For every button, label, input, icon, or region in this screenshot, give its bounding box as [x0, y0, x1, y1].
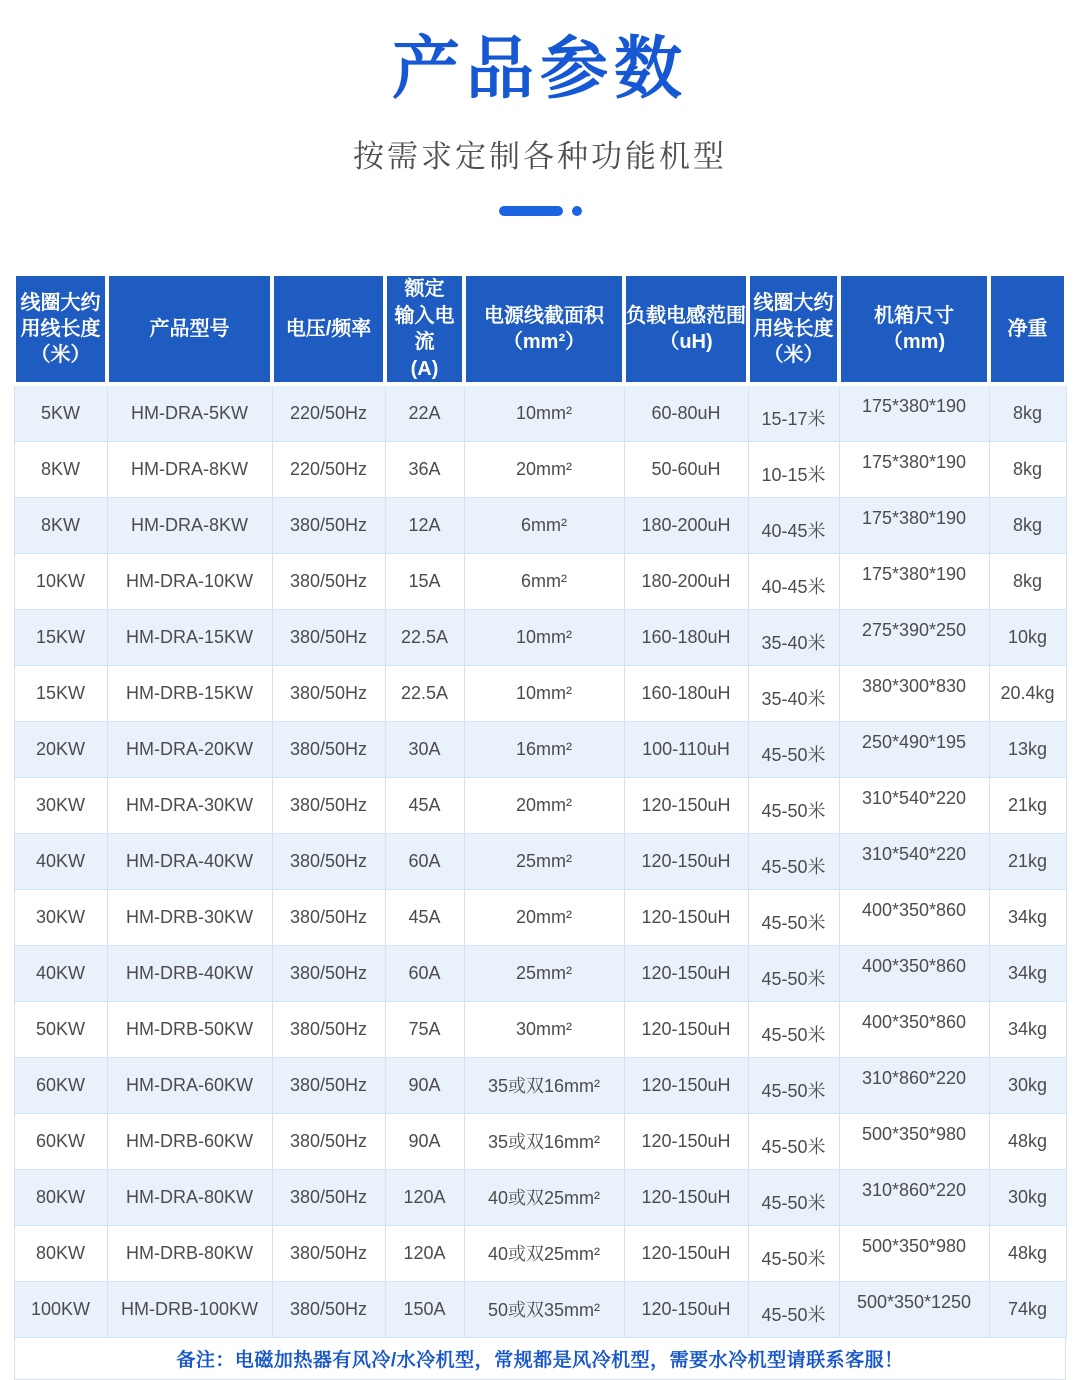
cell-coil-length: 45-50米: [748, 1225, 839, 1281]
cell-coil-length: 45-50米: [748, 833, 839, 889]
column-header-line: 用线长度: [20, 317, 101, 340]
cell-cable-section: 40或双25mm²: [464, 1225, 624, 1281]
table-row: [14, 833, 1066, 889]
cell-model: HM-DRB-40KW: [107, 945, 272, 1001]
table-header-row: [14, 274, 1066, 384]
cell-coil-length: 45-50米: [748, 1113, 839, 1169]
column-header-inductance-range: [624, 274, 748, 384]
column-header-line: 负载电感范围: [626, 304, 746, 327]
cell-model: HM-DRA-15KW: [107, 609, 272, 665]
cell-power: 100KW: [14, 1281, 107, 1337]
column-header-line: 额定: [404, 278, 445, 301]
cell-voltage-frequency: 380/50Hz: [272, 1113, 385, 1169]
cell-voltage-frequency: 380/50Hz: [272, 721, 385, 777]
table-row: [14, 1001, 1066, 1057]
cell-cable-section: 10mm²: [464, 609, 624, 665]
table-row: [14, 1225, 1066, 1281]
table-note: [14, 1337, 1066, 1380]
cell-case-size: 500*350*980: [839, 1113, 989, 1169]
column-header-coil-length: [748, 274, 839, 384]
cell-model: HM-DRB-60KW: [107, 1113, 272, 1169]
column-header-line: 线圈大约: [753, 291, 834, 314]
cell-power: 40KW: [14, 945, 107, 1001]
column-header-rated-current: [385, 274, 464, 384]
cell-inductance-range: 180-200uH: [624, 553, 748, 609]
cell-rated-current: 22.5A: [385, 609, 464, 665]
cell-coil-length: 45-50米: [748, 1281, 839, 1337]
cell-model: HM-DRB-30KW: [107, 889, 272, 945]
cell-rated-current: 12A: [385, 497, 464, 553]
table-row: [14, 777, 1066, 833]
cell-power: 50KW: [14, 1001, 107, 1057]
column-header-line: 线圈大约: [20, 291, 101, 314]
cell-inductance-range: 120-150uH: [624, 1281, 748, 1337]
cell-rated-current: 22A: [385, 384, 464, 442]
cell-cable-section: 25mm²: [464, 945, 624, 1001]
cell-voltage-frequency: 380/50Hz: [272, 777, 385, 833]
cell-inductance-range: 160-180uH: [624, 665, 748, 721]
cell-coil-length: 40-45米: [748, 553, 839, 609]
cell-voltage-frequency: 380/50Hz: [272, 945, 385, 1001]
cell-cable-section: 25mm²: [464, 833, 624, 889]
column-header-case-size: [839, 274, 989, 384]
cell-model: HM-DRB-15KW: [107, 665, 272, 721]
cell-model: HM-DRA-10KW: [107, 553, 272, 609]
cell-cable-section: 40或双25mm²: [464, 1169, 624, 1225]
cell-power: 30KW: [14, 777, 107, 833]
cell-cable-section: 20mm²: [464, 441, 624, 497]
cell-rated-current: 90A: [385, 1057, 464, 1113]
cell-rated-current: 45A: [385, 889, 464, 945]
cell-cable-section: 6mm²: [464, 497, 624, 553]
cell-cable-section: 20mm²: [464, 777, 624, 833]
cell-coil-length: 45-50米: [748, 777, 839, 833]
page-title: 产品参数: [391, 31, 688, 107]
cell-inductance-range: 120-150uH: [624, 1169, 748, 1225]
table-row: [14, 1057, 1066, 1113]
column-header-line: （mm²）: [502, 331, 586, 354]
cell-case-size: 500*350*1250: [839, 1281, 989, 1337]
table-row: [14, 721, 1066, 777]
cell-power: 8KW: [14, 497, 107, 553]
cell-case-size: 310*540*220: [839, 777, 989, 833]
table-row: [14, 553, 1066, 609]
cell-model: HM-DRA-30KW: [107, 777, 272, 833]
title-underline-decoration: [0, 206, 1080, 216]
cell-net-weight: 30kg: [989, 1057, 1066, 1113]
cell-net-weight: 10kg: [989, 609, 1066, 665]
cell-rated-current: 120A: [385, 1169, 464, 1225]
cell-coil-length: 45-50米: [748, 945, 839, 1001]
cell-voltage-frequency: 220/50Hz: [272, 441, 385, 497]
cell-inductance-range: 120-150uH: [624, 1225, 748, 1281]
table-row: [14, 497, 1066, 553]
cell-net-weight: 30kg: [989, 1169, 1066, 1225]
cell-voltage-frequency: 380/50Hz: [272, 889, 385, 945]
cell-case-size: 400*350*860: [839, 945, 989, 1001]
cell-coil-length: 45-50米: [748, 1057, 839, 1113]
cell-rated-current: 45A: [385, 777, 464, 833]
cell-model: HM-DRB-80KW: [107, 1225, 272, 1281]
table-row: [14, 889, 1066, 945]
cell-case-size: 175*380*190: [839, 553, 989, 609]
cell-coil-length: 45-50米: [748, 721, 839, 777]
cell-rated-current: 15A: [385, 553, 464, 609]
cell-power: 10KW: [14, 553, 107, 609]
cell-power: 60KW: [14, 1113, 107, 1169]
cell-net-weight: 20.4kg: [989, 665, 1066, 721]
cell-coil-length: 15-17米: [748, 384, 839, 442]
cell-inductance-range: 120-150uH: [624, 833, 748, 889]
cell-net-weight: 13kg: [989, 721, 1066, 777]
cell-net-weight: 21kg: [989, 777, 1066, 833]
cell-voltage-frequency: 380/50Hz: [272, 609, 385, 665]
cell-case-size: 310*860*220: [839, 1057, 989, 1113]
column-header-power: [14, 274, 107, 384]
cell-net-weight: 8kg: [989, 441, 1066, 497]
section-header: [0, 0, 1080, 216]
column-header-line: 电源线截面积: [484, 304, 604, 327]
table-row: [14, 441, 1066, 497]
cell-rated-current: 30A: [385, 721, 464, 777]
underline-dot: [572, 206, 582, 216]
cell-voltage-frequency: 380/50Hz: [272, 553, 385, 609]
cell-case-size: 500*350*980: [839, 1225, 989, 1281]
table-row: [14, 1169, 1066, 1225]
cell-net-weight: 34kg: [989, 889, 1066, 945]
product-spec-table: [12, 272, 1068, 1338]
cell-case-size: 175*380*190: [839, 497, 989, 553]
cell-inductance-range: 60-80uH: [624, 384, 748, 442]
cell-coil-length: 45-50米: [748, 1001, 839, 1057]
cell-net-weight: 48kg: [989, 1225, 1066, 1281]
table-row: [14, 1281, 1066, 1337]
cell-model: HM-DRB-100KW: [107, 1281, 272, 1337]
cell-cable-section: 10mm²: [464, 665, 624, 721]
table-row: [14, 665, 1066, 721]
cell-cable-section: 20mm²: [464, 889, 624, 945]
cell-power: 15KW: [14, 665, 107, 721]
cell-coil-length: 45-50米: [748, 889, 839, 945]
cell-model: HM-DRA-60KW: [107, 1057, 272, 1113]
cell-model: HM-DRA-20KW: [107, 721, 272, 777]
cell-case-size: 310*540*220: [839, 833, 989, 889]
cell-inductance-range: 120-150uH: [624, 777, 748, 833]
cell-model: HM-DRA-8KW: [107, 497, 272, 553]
column-header-model: [107, 274, 272, 384]
cell-cable-section: 6mm²: [464, 553, 624, 609]
cell-cable-section: 10mm²: [464, 384, 624, 442]
cell-net-weight: 34kg: [989, 945, 1066, 1001]
column-header-line: 机箱尺寸: [874, 304, 954, 327]
cell-net-weight: 74kg: [989, 1281, 1066, 1337]
cell-power: 80KW: [14, 1169, 107, 1225]
cell-voltage-frequency: 380/50Hz: [272, 1001, 385, 1057]
cell-cable-section: 35或双16mm²: [464, 1057, 624, 1113]
cell-cable-section: 16mm²: [464, 721, 624, 777]
cell-case-size: 250*490*195: [839, 721, 989, 777]
cell-net-weight: 8kg: [989, 553, 1066, 609]
cell-voltage-frequency: 380/50Hz: [272, 1281, 385, 1337]
cell-rated-current: 120A: [385, 1225, 464, 1281]
cell-coil-length: 45-50米: [748, 1169, 839, 1225]
cell-rated-current: 150A: [385, 1281, 464, 1337]
cell-inductance-range: 120-150uH: [624, 1057, 748, 1113]
column-header-line: 净重: [1007, 317, 1048, 340]
cell-inductance-range: 160-180uH: [624, 609, 748, 665]
cell-inductance-range: 120-150uH: [624, 1001, 748, 1057]
cell-power: 15KW: [14, 609, 107, 665]
cell-coil-length: 35-40米: [748, 665, 839, 721]
table-note-text: 备注：电磁加热器有风冷/水冷机型，常规都是风冷机型，需要水冷机型请联系客服！: [176, 1349, 904, 1371]
table-row: [14, 384, 1066, 442]
cell-voltage-frequency: 380/50Hz: [272, 1169, 385, 1225]
cell-net-weight: 48kg: [989, 1113, 1066, 1169]
column-header-line: 输入电流: [394, 304, 455, 354]
cell-model: HM-DRB-50KW: [107, 1001, 272, 1057]
column-header-cable-section: [464, 274, 624, 384]
cell-inductance-range: 50-60uH: [624, 441, 748, 497]
cell-cable-section: 30mm²: [464, 1001, 624, 1057]
column-header-net-weight: [989, 274, 1066, 384]
cell-rated-current: 90A: [385, 1113, 464, 1169]
cell-net-weight: 8kg: [989, 497, 1066, 553]
underline-bar: [499, 206, 563, 216]
cell-power: 80KW: [14, 1225, 107, 1281]
column-header-line: （uH): [659, 331, 713, 354]
cell-voltage-frequency: 380/50Hz: [272, 665, 385, 721]
cell-model: HM-DRA-5KW: [107, 384, 272, 442]
column-header-line: （米）: [763, 344, 824, 367]
cell-case-size: 400*350*860: [839, 889, 989, 945]
cell-voltage-frequency: 380/50Hz: [272, 1057, 385, 1113]
cell-inductance-range: 120-150uH: [624, 945, 748, 1001]
cell-voltage-frequency: 380/50Hz: [272, 1225, 385, 1281]
cell-rated-current: 60A: [385, 945, 464, 1001]
cell-power: 5KW: [14, 384, 107, 442]
cell-rated-current: 75A: [385, 1001, 464, 1057]
column-header-line: 用线长度: [753, 317, 834, 340]
page-subtitle: 按需求定制各种功能机型: [353, 139, 727, 175]
cell-coil-length: 40-45米: [748, 497, 839, 553]
cell-inductance-range: 120-150uH: [624, 1113, 748, 1169]
cell-inductance-range: 120-150uH: [624, 889, 748, 945]
column-header-line: 电压/频率: [285, 317, 372, 340]
column-header-line: (A): [410, 357, 439, 380]
cell-case-size: 175*380*190: [839, 441, 989, 497]
cell-power: 20KW: [14, 721, 107, 777]
cell-net-weight: 8kg: [989, 384, 1066, 442]
column-header-line: （mm): [882, 331, 946, 354]
cell-power: 8KW: [14, 441, 107, 497]
column-header-voltage-frequency: [272, 274, 385, 384]
column-header-line: 产品型号: [149, 317, 230, 340]
table-row: [14, 609, 1066, 665]
cell-voltage-frequency: 380/50Hz: [272, 833, 385, 889]
cell-inductance-range: 180-200uH: [624, 497, 748, 553]
cell-case-size: 380*300*830: [839, 665, 989, 721]
column-header-line: （米）: [30, 344, 91, 367]
cell-net-weight: 21kg: [989, 833, 1066, 889]
cell-cable-section: 35或双16mm²: [464, 1113, 624, 1169]
cell-voltage-frequency: 380/50Hz: [272, 497, 385, 553]
cell-case-size: 400*350*860: [839, 1001, 989, 1057]
cell-coil-length: 10-15米: [748, 441, 839, 497]
cell-power: 30KW: [14, 889, 107, 945]
cell-model: HM-DRA-80KW: [107, 1169, 272, 1225]
cell-voltage-frequency: 220/50Hz: [272, 384, 385, 442]
cell-case-size: 175*380*190: [839, 384, 989, 442]
cell-coil-length: 35-40米: [748, 609, 839, 665]
cell-model: HM-DRA-8KW: [107, 441, 272, 497]
cell-rated-current: 36A: [385, 441, 464, 497]
cell-case-size: 275*390*250: [839, 609, 989, 665]
cell-rated-current: 60A: [385, 833, 464, 889]
cell-inductance-range: 100-110uH: [624, 721, 748, 777]
table-row: [14, 945, 1066, 1001]
table-row: [14, 1113, 1066, 1169]
cell-cable-section: 50或双35mm²: [464, 1281, 624, 1337]
cell-net-weight: 34kg: [989, 1001, 1066, 1057]
cell-power: 40KW: [14, 833, 107, 889]
cell-case-size: 310*860*220: [839, 1169, 989, 1225]
cell-power: 60KW: [14, 1057, 107, 1113]
cell-model: HM-DRA-40KW: [107, 833, 272, 889]
cell-rated-current: 22.5A: [385, 665, 464, 721]
